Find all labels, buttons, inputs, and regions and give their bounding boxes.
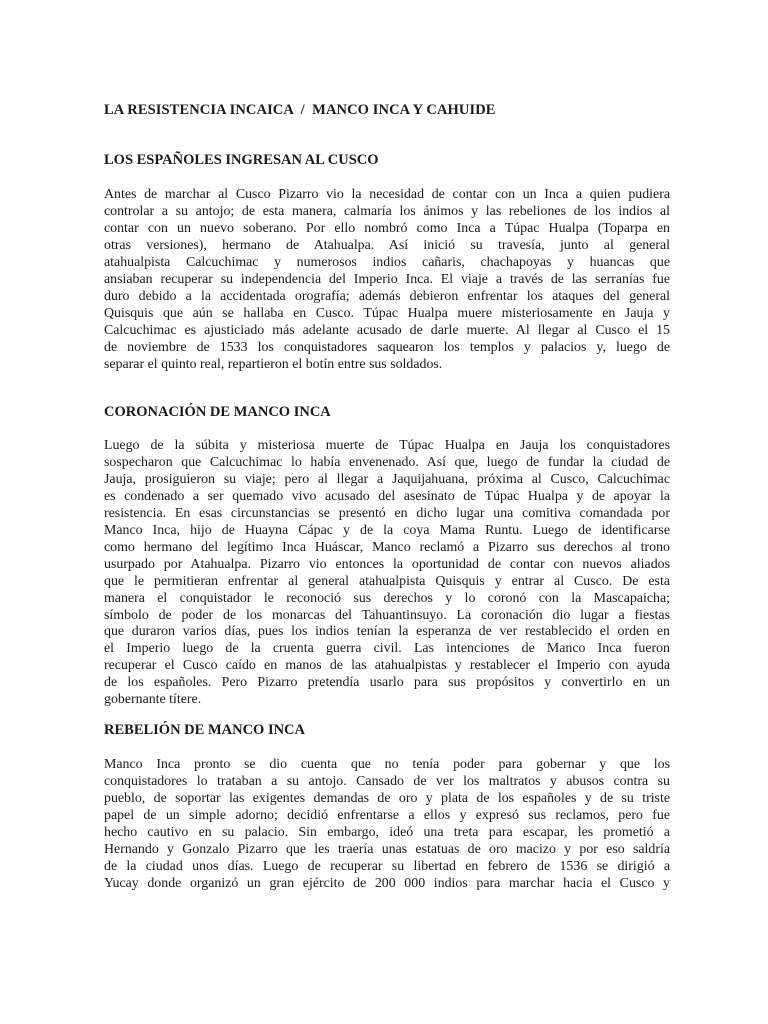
text-line: de los españoles. Pero Pizarro pretendía usarlo para sus propósitos y convertirlo en un — [104, 675, 670, 691]
text-line: usurpado por Atahualpa. Pizarro vio entonces la oportunidad de contar con nuevos aliados — [104, 556, 670, 572]
text-line: recuperar el Cusco caído en manos de las atahualpistas y restablecer el Imperio con ayuda — [104, 658, 670, 674]
section-heading-coronacion: CORONACIÓN DE MANCO INCA — [104, 404, 331, 420]
text-line: que le permitieran enfrentar al general atahualpista Quisquis y entrar al Cusco. De esta — [104, 573, 670, 589]
text-line: sospecharon que Calcuchimac lo había envenenado. Así que, luego de fundar la ciudad de — [104, 454, 670, 470]
text-line: hecho cautivo en su palacio. Sin embargo, ideó una treta para escapar, les prometió a — [104, 824, 670, 840]
text-line: Luego de la súbita y misteriosa muerte de Túpac Hualpa en Jauja los conquistadores — [104, 438, 670, 453]
text-line: el Imperio luego de la cruenta guerra civil. Las intenciones de Manco Inca fueron — [104, 641, 670, 657]
text-line: que duraron varios días, pues los indios tenían la esperanza de ver restablecido el orden en — [104, 624, 670, 640]
text-line: de noviembre de 1533 los conquistadores saquearon los templos y palacios y, luego de — [104, 339, 670, 355]
text-line: atahualpista Calcuchimac y numerosos indios cañaris, chachapoyas y huancas que — [104, 254, 670, 270]
text-line: Quisquis que aún se hallaba en Cusco. Túpac Hualpa muere misteriosamente en Jauja y — [104, 305, 670, 321]
text-line: otras versiones), hermano de Atahualpa. Así inició su travesía, junto al general — [104, 237, 670, 253]
text-line: pueblo, de soportar las exigentes demandas de oro y plata de los españoles y de su triste — [104, 790, 670, 806]
text-line: Manco Inca, hijo de Huayna Cápac y de la coya Mama Runtu. Luego de identificarse — [104, 522, 670, 538]
text-line: conquistadores lo trataban a su antojo. Cansado de ver los maltratos y abusos contra su — [104, 773, 670, 789]
text-line: Hernando y Gonzalo Pizarro que les traería unas estatuas de oro macizo y por eso saldría — [104, 841, 670, 857]
text-line: duro debido a la accidentada orografía; además debieron enfrentar los ataques del general — [104, 288, 670, 304]
text-line: Yucay donde organizó un gran ejército de 200 000 indios para marchar hacia el Cusco y — [104, 875, 670, 891]
text-line: gobernante títere. — [104, 692, 202, 708]
text-line: Antes de marchar al Cusco Pizarro vio la necesidad de contar con un Inca a quien pudiera — [104, 187, 670, 202]
text-line: de la ciudad unos días. Luego de recuperar su libertad en febrero de 1536 se dirigió a — [104, 858, 670, 874]
text-line: controlar a su antojo; de esta manera, calmaría los ánimos y las rebeliones de los indios al — [104, 203, 670, 219]
text-line: papel de un simple adorno; decidió enfrentarse a ellos y expresó sus reclamos, pero fue — [104, 807, 670, 823]
text-line: manera el conquistador le reconoció sus derechos y lo coronó con la Mascapaicha; — [104, 590, 670, 606]
section-heading-espanoles-cusco: LOS ESPAÑOLES INGRESAN AL CUSCO — [104, 152, 379, 168]
text-line: como hermano del legítimo Inca Huáscar, Manco reclamó a Pizarro sus derechos al trono — [104, 539, 670, 555]
text-line: separar el quinto real, repartieron el botín entre sus soldados. — [104, 356, 443, 372]
section-paragraph-espanoles-cusco — [104, 187, 670, 373]
text-line: es condenado a ser quemado vivo acusado del asesinato de Túpac Hualpa y de apoyar la — [104, 488, 670, 504]
document-title: LA RESISTENCIA INCAICA / MANCO INCA Y CAHUIDE — [104, 102, 496, 118]
section-paragraph-coronacion — [104, 438, 670, 709]
text-line: resistencia. En esas circunstancias se presentó en dicho lugar una comitiva comandada por — [104, 505, 670, 521]
section-heading-rebelion: REBELIÓN DE MANCO INCA — [104, 722, 306, 738]
text-line: Manco Inca pronto se dio cuenta que no tenía poder para gobernar y que los — [104, 757, 670, 772]
text-line: símbolo de poder de los monarcas del Tahuantinsuyo. La coronación dio lugar a fiestas — [104, 607, 670, 623]
text-line: Calcuchimac es ajusticiado más adelante acusado de darle muerte. Al llegar al Cusco el 15 — [104, 322, 670, 338]
text-line: Jauja, prosiguieron su viaje; pero al llegar a Jaquijahuana, próxima al Cusco, Calcuchimac — [104, 471, 670, 487]
text-line: ansiaban recuperar su independencia del Imperio Inca. El viaje a través de las serranías fue — [104, 271, 670, 287]
text-line: contar con un nuevo soberano. Por ello nombró como Inca a Túpac Hualpa (Toparpa en — [104, 220, 670, 236]
section-paragraph-rebelion — [104, 757, 670, 893]
